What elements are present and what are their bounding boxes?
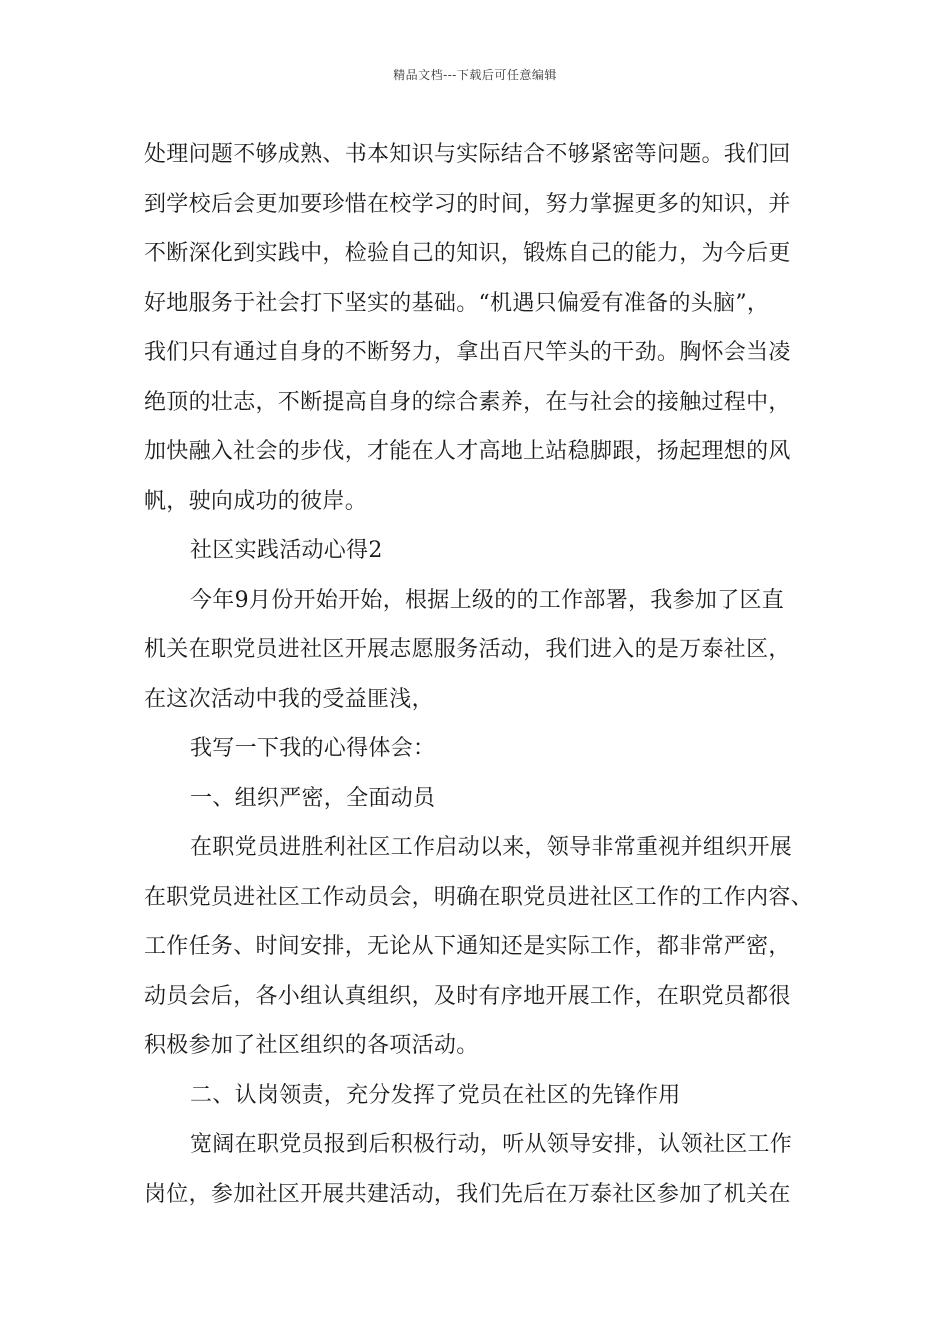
text-line: 不断深化到实践中，检验自己的知识，锻炼自己的能力，为今后更 <box>144 241 791 266</box>
text-line: 机关在职党员进社区开展志愿服务活动，我们进入的是万泰社区， <box>144 637 791 662</box>
text-line: 我写一下我的心得体会： <box>190 736 436 761</box>
page-header: 精品文档---下载后可任意编辑 <box>393 68 557 82</box>
text-line: 帆，驶向成功的彼岸。 <box>144 488 368 514</box>
section-title: 社区实践活动心得2 <box>190 538 383 563</box>
text-line: 宽阔在职党员报到后积极行动，听从领导安排，认领社区工作 <box>190 1132 793 1157</box>
text-line: 在职党员进胜利社区工作启动以来，领导非常重视并组织开展 <box>190 835 793 860</box>
document-body <box>144 130 834 1219</box>
text-line: 工作任务、时间安排，无论从下通知还是实际工作，都非常严密， <box>144 934 791 959</box>
text-line: 绝顶的壮志，不断提高自身的综合素养，在与社会的接触过程中， <box>144 389 791 415</box>
text-line: 动员会后，各小组认真组织，及时有序地开展工作，在职党员都很 <box>144 983 791 1009</box>
text-line: 加快融入社会的步伐，才能在人才高地上站稳脚跟，扬起理想的风 <box>144 439 791 464</box>
text-line: 积极参加了社区组织的各项活动。 <box>144 1033 479 1058</box>
section-heading: 一、组织严密，全面动员 <box>190 785 436 811</box>
text-line: 在职党员进社区工作动员会，明确在职党员进社区工作的工作内容、 <box>144 884 814 910</box>
text-line: 岗位，参加社区开展共建活动，我们先后在万泰社区参加了机关在 <box>144 1181 791 1207</box>
text-line: 今年9月份开始开始，根据上级的的工作部署，我参加了区直 <box>190 587 785 613</box>
text-line: 处理问题不够成熟、书本知识与实际结合不够紧密等问题。我们回 <box>144 142 791 167</box>
text-line: 在这次活动中我的受益匪浅， <box>144 686 434 712</box>
text-line: 我们只有通过自身的不断努力，拿出百尺竿头的干劲。胸怀会当凌 <box>144 340 791 365</box>
text-line: 到学校后会更加要珍惜在校学习的时间，努力掌握更多的知识，并 <box>144 191 791 217</box>
text-line: 好地服务于社会打下坚实的基础。“机遇只偏爱有准备的头脑”， <box>144 290 770 316</box>
section-heading: 二、认岗领责，充分发挥了党员在社区的先锋作用 <box>190 1082 681 1108</box>
